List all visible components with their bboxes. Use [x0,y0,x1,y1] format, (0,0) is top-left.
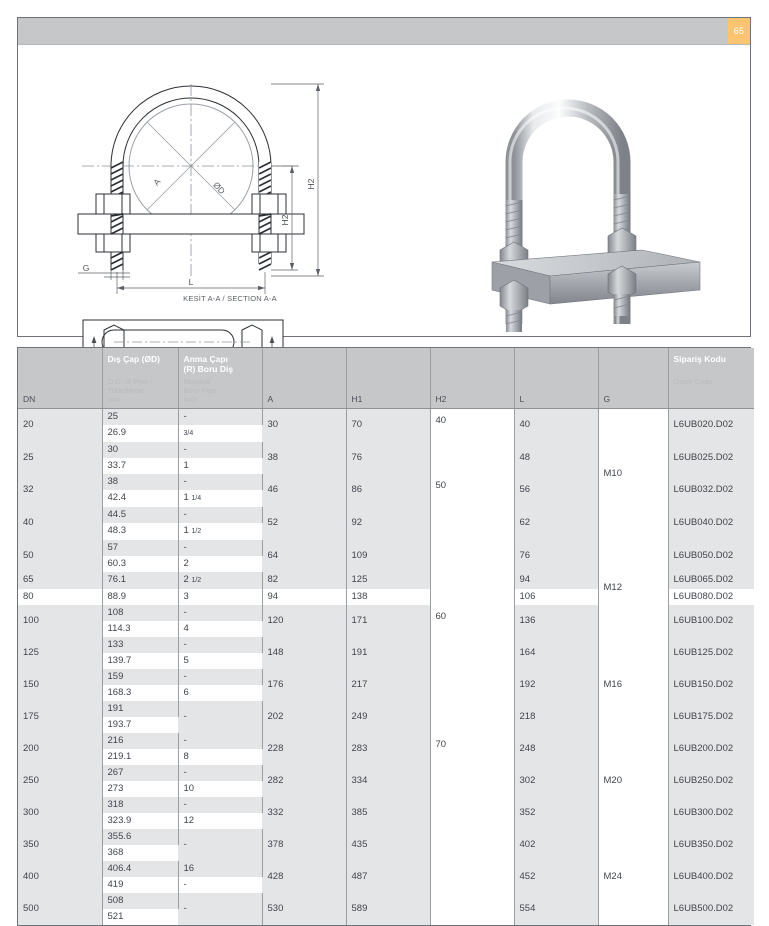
cell-a: 148 [262,637,346,669]
cell-dn: 300 [18,797,102,829]
col-l-code: L [519,393,525,404]
cell-order-code: L6UB350.D02 [668,829,754,861]
cell-od: 193.7 [102,717,178,733]
cell-l: 76 [514,540,598,572]
cell-a: 82 [262,572,346,589]
cell-od: 219.1 [102,749,178,765]
cell-l: 218 [514,701,598,733]
cell-a: 30 [262,408,346,442]
col-h1-code: H1 [351,393,363,404]
cell-l: 402 [514,829,598,861]
cell-l: 56 [514,474,598,507]
cell-h2: 70 [430,733,514,925]
cell-inch: 1 [178,458,262,474]
table-row [18,408,754,425]
cell-l: 40 [514,408,598,442]
cell-inch: - [178,733,262,749]
cell-od: 42.4 [102,490,178,507]
cell-a: 378 [262,829,346,861]
cell-od: 159 [102,669,178,685]
cell-od: 318 [102,797,178,813]
col-inch-en: Nominal Bore Pipe inch [183,376,217,404]
dim-h2-outer: H2 [306,178,316,190]
panel-header-band [18,18,750,45]
col-order-code-en: Order Code [673,376,713,386]
cell-order-code: L6UB400.D02 [668,861,754,893]
cell-h1: 249 [346,701,430,733]
cell-order-code: L6UB250.D02 [668,765,754,797]
cell-dn: 20 [18,408,102,442]
cell-od: 60.3 [102,556,178,572]
col-h2 [430,348,514,408]
cell-od: 508 [102,893,178,909]
cell-od: 108 [102,605,178,621]
col-order-code [668,348,754,408]
table-header [18,348,754,408]
cell-inch: 5 [178,653,262,669]
cell-h1: 92 [346,507,430,540]
col-l [514,348,598,408]
dim-l: L [188,277,194,287]
col-g [598,348,668,408]
cell-dn: 350 [18,829,102,861]
cell-inch: - [178,893,262,925]
dim-g: G [82,263,90,273]
cell-od: 323.9 [102,813,178,829]
illustration-panel [17,17,751,337]
cell-od: 25 [102,408,178,425]
cell-inch: 1 1/4 [178,490,262,507]
cell-h1: 385 [346,797,430,829]
cell-od: 216 [102,733,178,749]
cell-inch: 2 1/2 [178,572,262,589]
u-bolt-line-drawing [18,44,438,336]
cell-order-code: L6UB080.D02 [668,589,754,605]
cell-inch: 12 [178,813,262,829]
cell-od: 48.3 [102,523,178,540]
cell-order-code: L6UB025.D02 [668,442,754,474]
cell-inch: 10 [178,781,262,797]
dim-a: A [151,176,163,188]
cell-g: M16 [598,637,668,733]
header-row [18,348,754,408]
cell-h1: 76 [346,442,430,474]
cell-a: 94 [262,589,346,605]
cell-order-code: L6UB200.D02 [668,733,754,765]
cell-dn: 125 [18,637,102,669]
col-h1 [346,348,430,408]
col-g-code: G [603,393,611,404]
cell-od: 44.5 [102,507,178,523]
cell-g: M10 [598,408,668,540]
col-inch [178,348,262,408]
cell-g: M20 [598,733,668,829]
cell-l: 302 [514,765,598,797]
cell-inch: - [178,829,262,861]
cell-inch: 4 [178,621,262,637]
cell-order-code: L6UB150.D02 [668,669,754,701]
cell-h1: 70 [346,408,430,442]
cell-inch: 3 [178,589,262,605]
specification-table [18,348,754,925]
cell-a: 282 [262,765,346,797]
col-dn-code: DN [23,393,36,404]
cell-od: 114.3 [102,621,178,637]
col-h2-code: H2 [435,393,447,404]
cell-a: 176 [262,669,346,701]
cell-inch: - [178,797,262,813]
cell-l: 136 [514,605,598,637]
table-body [18,408,754,925]
cell-inch: - [178,637,262,653]
cell-h1: 217 [346,669,430,701]
cell-od: 57 [102,540,178,556]
cell-dn: 200 [18,733,102,765]
cell-a: 202 [262,701,346,733]
table-row [18,540,754,556]
cell-l: 452 [514,861,598,893]
cell-h1: 86 [346,474,430,507]
cell-od: 368 [102,845,178,861]
cell-dn: 100 [18,605,102,637]
cell-l: 554 [514,893,598,925]
cell-dn: 400 [18,861,102,893]
col-order-code-tr: Sipariş Kodu [673,353,726,364]
cell-od: 30 [102,442,178,458]
cell-h2: 40 [430,408,514,474]
cell-od: 88.9 [102,589,178,605]
cell-dn: 25 [18,442,102,474]
cell-order-code: L6UB500.D02 [668,893,754,925]
cell-l: 48 [514,442,598,474]
cell-dn: 32 [18,474,102,507]
cell-l: 248 [514,733,598,765]
cell-od: 168.3 [102,685,178,701]
cell-order-code: L6UB065.D02 [668,572,754,589]
product-photo [438,44,750,336]
cell-od: 26.9 [102,425,178,442]
cell-dn: 65 [18,572,102,589]
cell-a: 228 [262,733,346,765]
cell-od: 33.7 [102,458,178,474]
dim-od: ØD [211,179,228,197]
cell-h1: 283 [346,733,430,765]
cell-od: 419 [102,877,178,893]
col-od-tr: Dış Çap (ØD) [107,353,160,364]
cell-h1: 487 [346,861,430,893]
cell-l: 352 [514,797,598,829]
cell-od: 76.1 [102,572,178,589]
cell-inch: - [178,408,262,425]
cell-dn: 50 [18,540,102,572]
col-inch-tr: Anma Çapı (R) Boru Diş [183,353,234,374]
cell-l: 192 [514,669,598,701]
page-number-badge: 65 [728,18,750,44]
cell-inch: - [178,765,262,781]
cell-inch: 1 1/2 [178,523,262,540]
col-a [262,348,346,408]
cell-h1: 589 [346,893,430,925]
cell-od: 521 [102,909,178,925]
cell-od: 139.7 [102,653,178,669]
cell-h2: 60 [430,605,514,733]
col-od-en: O.D. of Pipe / Tube/Hose mm [107,376,153,404]
cell-inch: 6 [178,685,262,701]
cell-a: 428 [262,861,346,893]
cell-dn: 80 [18,589,102,605]
cell-order-code: L6UB175.D02 [668,701,754,733]
cell-od: 273 [102,781,178,797]
cell-inch: 2 [178,556,262,572]
cell-inch: 3/4 [178,425,262,442]
table-row [18,829,754,845]
cell-inch: 16 [178,861,262,877]
cell-l: 164 [514,637,598,669]
cell-a: 530 [262,893,346,925]
cell-od: 133 [102,637,178,653]
cell-inch: 8 [178,749,262,765]
section-caption: KESİT A-A / SECTION A-A [183,294,277,303]
cell-order-code: L6UB020.D02 [668,408,754,442]
cell-h1: 109 [346,540,430,572]
cell-inch: - [178,507,262,523]
cell-od: 191 [102,701,178,717]
cell-a: 332 [262,797,346,829]
cell-order-code: L6UB032.D02 [668,474,754,507]
cell-h1: 171 [346,605,430,637]
cell-h1: 334 [346,765,430,797]
cell-h1: 125 [346,572,430,589]
cell-inch: - [178,605,262,621]
cell-h2: 50 [430,474,514,605]
cell-order-code: L6UB300.D02 [668,797,754,829]
cell-inch: - [178,540,262,556]
cell-a: 38 [262,442,346,474]
cell-a: 46 [262,474,346,507]
table-row [18,733,754,749]
col-a-code: A [267,393,274,404]
col-dn [18,348,102,408]
cell-l: 94 [514,572,598,589]
cell-inch: - [178,701,262,733]
cell-g: M12 [598,540,668,637]
cell-a: 64 [262,540,346,572]
cell-order-code: L6UB040.D02 [668,507,754,540]
cell-order-code: L6UB050.D02 [668,540,754,572]
col-od [102,348,178,408]
specification-table-wrap [17,347,751,926]
cell-inch: - [178,669,262,685]
cell-od: 267 [102,765,178,781]
cell-inch: - [178,877,262,893]
cell-inch: - [178,474,262,490]
cell-od: 406.4 [102,861,178,877]
cell-l: 106 [514,589,598,605]
u-bolt-render [438,44,750,336]
cell-h1: 191 [346,637,430,669]
dim-h2-inner: H2 [280,214,290,226]
cell-od: 38 [102,474,178,490]
cell-a: 52 [262,507,346,540]
cell-dn: 150 [18,669,102,701]
cell-dn: 500 [18,893,102,925]
cell-h1: 435 [346,829,430,861]
cell-g: M24 [598,829,668,925]
cell-inch: - [178,442,262,458]
cell-dn: 250 [18,765,102,797]
cell-dn: 175 [18,701,102,733]
cell-l: 62 [514,507,598,540]
cell-order-code: L6UB125.D02 [668,637,754,669]
technical-drawing [18,44,438,336]
cell-dn: 40 [18,507,102,540]
cell-h1: 138 [346,589,430,605]
table-row [18,637,754,653]
cell-od: 355.6 [102,829,178,845]
cell-order-code: L6UB100.D02 [668,605,754,637]
cell-a: 120 [262,605,346,637]
